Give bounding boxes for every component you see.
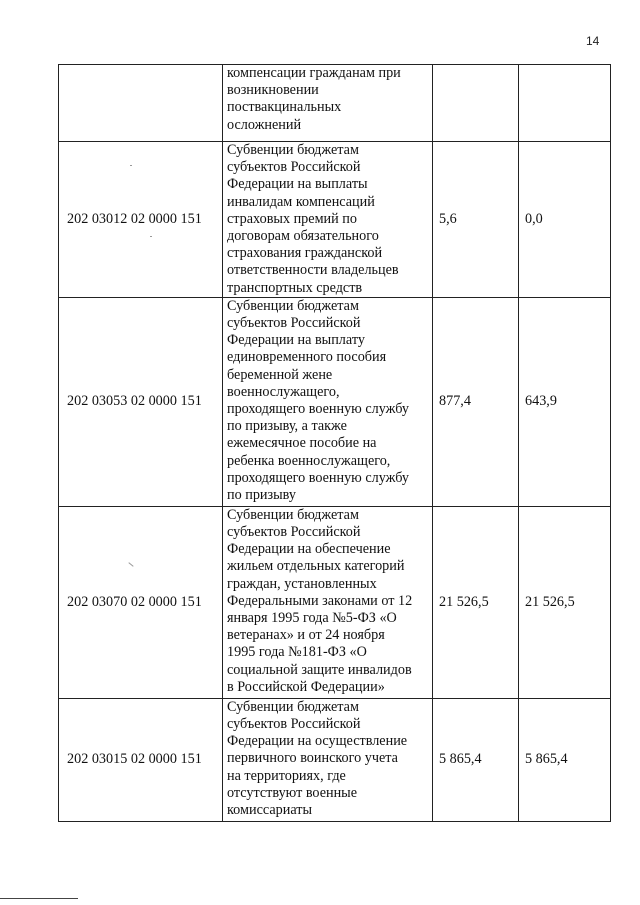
description-line: первичного воинского учета: [227, 750, 398, 767]
amount-column-2-cell: [519, 65, 611, 142]
description-line: Федерации на выплату: [227, 332, 365, 349]
description-line: граждан, установленных: [227, 575, 377, 592]
amount-column-2-cell: 21 526,5: [519, 506, 611, 698]
description-line: ребенка военнослужащего,: [227, 452, 391, 469]
description-line: транспортных средств: [227, 279, 363, 296]
description-line: осложнений: [227, 116, 302, 133]
description-line: субъектов Российской: [227, 159, 361, 176]
table-row: [59, 65, 611, 142]
amount-column-1-cell: 877,4: [433, 297, 519, 506]
description-cell: [223, 65, 433, 142]
description-line: в Российской Федерации»: [227, 678, 385, 695]
description-line: Федерации на осуществление: [227, 733, 408, 750]
description-line: Субвенции бюджетам: [227, 297, 359, 314]
amount-column-1-cell: [433, 65, 519, 142]
description-line: Субвенции бюджетам: [227, 698, 359, 715]
description-line: инвалидам компенсаций: [227, 193, 375, 210]
amount-column-1-cell: 5 865,4: [433, 698, 519, 821]
description-line: по призыву: [227, 487, 296, 504]
description-line: на территориях, где: [227, 767, 346, 784]
amount-column-2-cell: 5 865,4: [519, 698, 611, 821]
description-line: беременной жене: [227, 366, 333, 383]
description-line: проходящего военную службу: [227, 401, 409, 418]
description-line: жильем отдельных категорий: [227, 558, 405, 575]
description-line: Субвенции бюджетам: [227, 506, 359, 523]
description-line: комиссариаты: [227, 802, 312, 819]
scan-speck: [130, 165, 132, 166]
description-cell: [223, 506, 433, 698]
description-line: субъектов Российской: [227, 716, 361, 733]
budget-code-cell: 202 03015 02 0000 151: [59, 698, 223, 821]
page-number: 14: [586, 34, 600, 48]
description-line: субъектов Российской: [227, 315, 361, 332]
budget-code-cell: 202 03070 02 0000 151: [59, 506, 223, 698]
scan-speck: [150, 236, 152, 237]
description-line: субъектов Российской: [227, 524, 361, 541]
description-line: страхования гражданской: [227, 245, 383, 262]
budget-code-cell: 202 03053 02 0000 151: [59, 297, 223, 506]
table-body: [59, 65, 611, 822]
description-line: единовременного пособия: [227, 349, 387, 366]
description-line: возникновении: [227, 82, 319, 99]
description-line: Субвенции бюджетам: [227, 142, 359, 158]
description-line: социальной защите инвалидов: [227, 661, 412, 678]
description-line: ежемесячное пособие на: [227, 435, 377, 452]
description-line: компенсации гражданам при: [227, 65, 401, 81]
description-line: января 1995 года №5-ФЗ «О: [227, 610, 397, 627]
description-line: Федерации на обеспечение: [227, 541, 391, 558]
description-line: отсутствуют военные: [227, 784, 358, 801]
table-row: [59, 506, 611, 698]
description-cell: [223, 142, 433, 298]
description-line: договорам обязательного: [227, 228, 379, 245]
amount-column-2-cell: 643,9: [519, 297, 611, 506]
table-row: [59, 142, 611, 298]
description-line: поствакцинальных: [227, 99, 342, 116]
description-cell: [223, 698, 433, 821]
budget-code-cell: 202 03012 02 0000 151: [59, 142, 223, 298]
description-line: ответственности владельцев: [227, 262, 399, 279]
footer-rule: [0, 898, 78, 899]
description-line: Федеральными законами от 12: [227, 592, 413, 609]
description-cell: [223, 297, 433, 506]
table-row: [59, 698, 611, 821]
table-row: [59, 297, 611, 506]
description-line: проходящего военную службу: [227, 469, 409, 486]
description-line: военнослужащего,: [227, 383, 340, 400]
description-line: ветеранах» и от 24 ноября: [227, 627, 385, 644]
description-line: страховых премий по: [227, 210, 357, 227]
amount-column-1-cell: 5,6: [433, 142, 519, 298]
description-line: по призыву, а также: [227, 418, 347, 435]
budget-table: [58, 64, 611, 822]
amount-column-1-cell: 21 526,5: [433, 506, 519, 698]
description-line: Федерации на выплаты: [227, 176, 368, 193]
budget-code-cell: [59, 65, 223, 142]
amount-column-2-cell: 0,0: [519, 142, 611, 298]
description-line: 1995 года №181-ФЗ «О: [227, 644, 367, 661]
